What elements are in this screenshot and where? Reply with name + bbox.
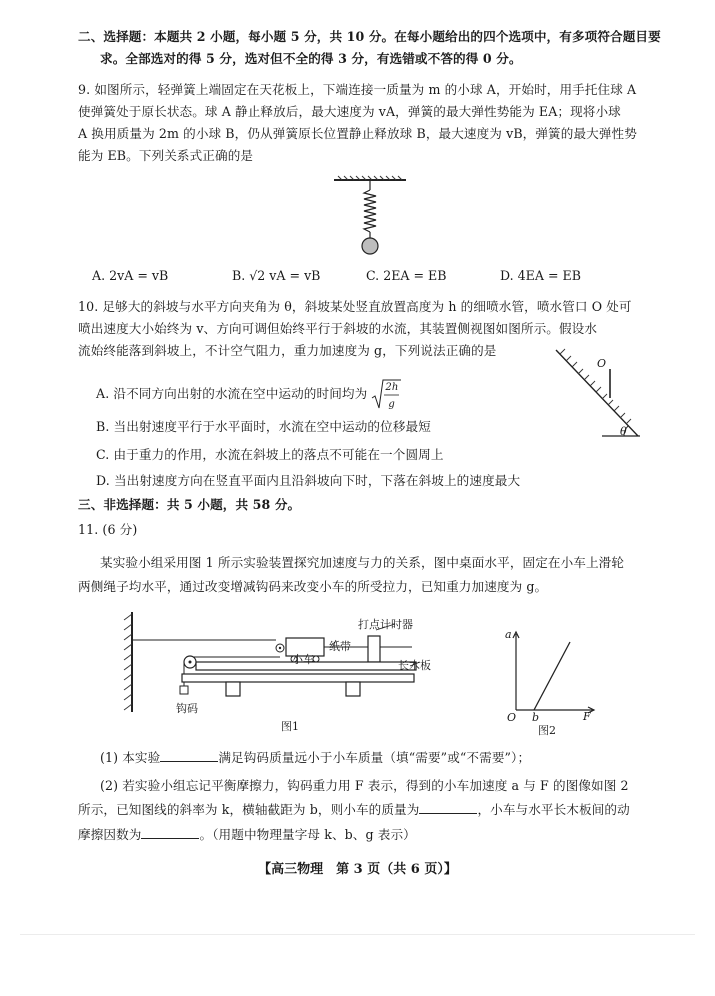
- section2-header-line1: 二、选择题：本题共 2 小题，每小题 5 分，共 10 分。在每小题给出的四个选项中，有多项符合题目要: [78, 29, 661, 44]
- q11-line1: 某实验小组采用图 1 所示实验装置探究加速度与力的关系，图中桌面水平，固定在小车上滑轮: [100, 555, 625, 570]
- sqrt-numerator: 2h: [385, 381, 399, 393]
- q10-option-b: B. 当出射速度平行于水平面时，水流在空中运动的位移最短: [96, 419, 431, 434]
- page-footer: 【高三物理 第 3 页（共 6 页）】: [258, 862, 457, 877]
- section3-header: 三、非选择题：共 5 小题，共 58 分。: [78, 497, 301, 512]
- fig-label-o: O: [597, 357, 607, 370]
- q11-part2-line2: [78, 801, 630, 819]
- label-weight: 钩码: [176, 702, 198, 715]
- q10-option-a: [96, 381, 403, 410]
- q11-part2-line3: [78, 826, 416, 844]
- q11-part1-post: 满足钩码质量远小于小车质量（填“需要”或“不需要”）；: [218, 750, 531, 765]
- q11-part2-line3-pre: 摩擦因数为: [78, 827, 142, 842]
- q11-part2-line2-post: ，小车与水平长木板间的动: [477, 802, 630, 817]
- q10-line3: 流始终能落到斜坡上，不计空气阻力，重力加速度为 g，下列说法正确的是: [78, 343, 497, 358]
- answer-blank-2[interactable]: [419, 801, 477, 814]
- label-board: 长木板: [398, 659, 431, 672]
- q11-part2-line3-post: 。（用题中物理量字母 k、b、g 表示）: [199, 827, 416, 842]
- section2-header-line2: 求。全部选对的得 5 分，选对但不全的得 3 分，有选错或不答的得 0 分。: [100, 51, 522, 66]
- a-F-graph: [508, 630, 598, 716]
- q11-line2: 两侧绳子均水平，通过改变增减钩码来改变小车的所受拉力，已知重力加速度为 g。: [78, 579, 548, 594]
- q11-part2-line1: (2) 若实验小组忘记平衡摩擦力，钩码重力用 F 表示，得到的小车加速度 a 与 F 的图像如图 2: [100, 778, 629, 793]
- q9-option-c: C. 2EA = EB: [366, 268, 447, 283]
- spring-ball-figure: [330, 176, 410, 260]
- answer-blank-1[interactable]: [160, 749, 218, 762]
- label-car: 小车: [292, 653, 314, 666]
- q11-part1: [100, 749, 530, 767]
- sqrt-formula: [371, 381, 403, 410]
- fig1-caption: 图1: [281, 720, 299, 733]
- q9-option-b: B. √2 vA = vB: [232, 268, 321, 283]
- q10-option-c: C. 由于重力的作用，水流在斜坡上的落点不可能在一个圆周上: [96, 447, 444, 462]
- answer-blank-3[interactable]: [141, 826, 199, 839]
- page-divider: [20, 934, 695, 935]
- label-timer: 打点计时器: [358, 618, 413, 631]
- graph-label-a: a: [505, 628, 512, 641]
- q11-title: 11. (6 分): [78, 522, 138, 537]
- q10-line2: 喷出速度大小始终为 v、方向可调但始终平行于斜坡的水流，其装置侧视图如图所示。假设水: [78, 321, 598, 336]
- fig2-caption: 图2: [538, 724, 556, 737]
- q9-line2: 使弹簧处于原长状态。球 A 静止释放后，最大速度为 vA，弹簧的最大弹性势能为 EA；现将小球: [78, 104, 621, 119]
- q9-line4: 能为 EB。下列关系式正确的是: [78, 148, 254, 163]
- sqrt-denominator: g: [388, 398, 395, 410]
- q10-line1: 10. 足够大的斜坡与水平方向夹角为 θ，斜坡某处竖直放置高度为 h 的细喷水管，喷水管口 O 处可: [78, 299, 632, 314]
- q9-line1: 9. 如图所示，轻弹簧上端固定在天花板上，下端连接一质量为 m 的小球 A，开始时，用手托住球 A: [78, 82, 637, 97]
- q10-option-d: D. 当出射速度方向在竖直平面内且沿斜坡向下时，下落在斜坡上的速度最大: [96, 473, 521, 488]
- q9-line3: A 换用质量为 2m 的小球 B，仍从弹簧原长位置静止释放球 B，最大速度为 vB，弹簧的最大弹性势: [78, 126, 637, 141]
- q9-option-d: D. 4EA = EB: [500, 268, 581, 283]
- graph-label-o: O: [507, 711, 517, 724]
- fig-label-theta: θ: [620, 425, 627, 438]
- graph-label-f: F: [583, 710, 591, 723]
- q11-part1-pre: (1) 本实验: [100, 750, 161, 765]
- q10-option-a-text: A. 沿不同方向出射的水流在空中运动的时间均为: [96, 386, 368, 401]
- graph-label-b: b: [532, 711, 540, 724]
- label-tape: 纸带: [329, 640, 351, 653]
- q9-option-a: A. 2vA = vB: [92, 268, 169, 283]
- q11-part2-line2-pre: 所示，已知图线的斜率为 k，横轴截距为 b，则小车的质量为: [78, 802, 420, 817]
